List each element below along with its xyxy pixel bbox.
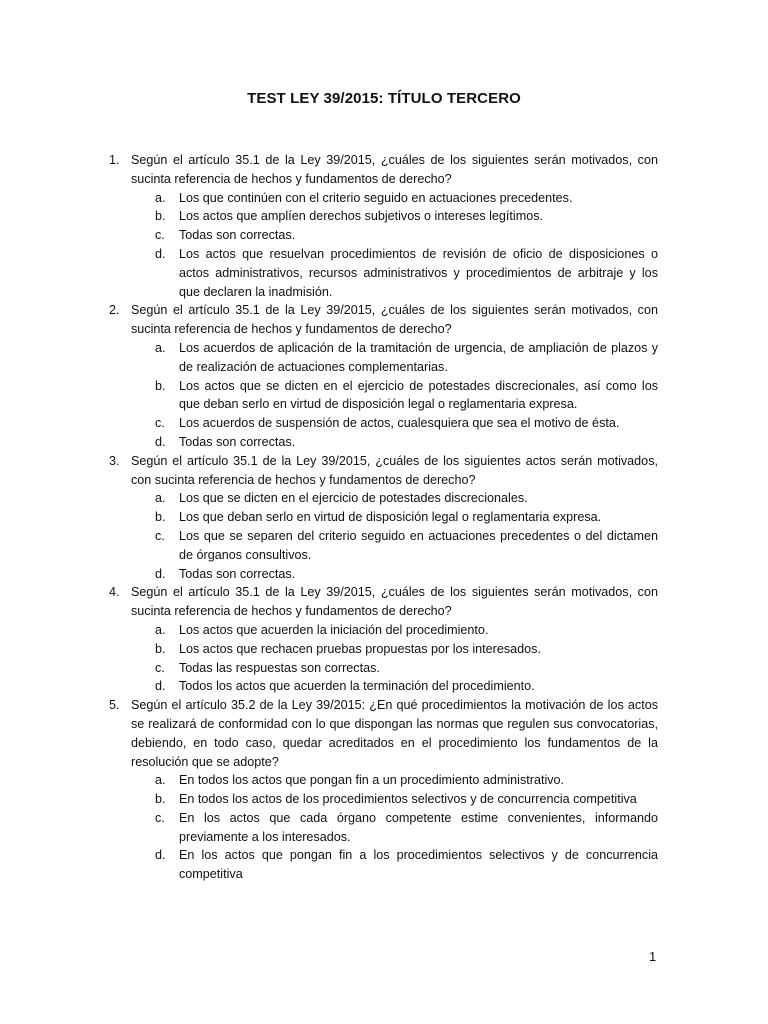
question-number: 1.: [109, 153, 120, 167]
option-text: Los que se dicten en el ejercicio de potestades discrecionales.: [179, 491, 528, 506]
answer-option: [131, 207, 658, 226]
answer-options: [131, 621, 658, 696]
option-text: Todos los actos que acuerden la terminación del procedimiento.: [179, 679, 535, 694]
answer-option: [131, 790, 658, 809]
question-number: 5.: [109, 698, 120, 713]
question-list: [107, 151, 658, 884]
option-text: En todos los actos de los procedimientos selectivos y de concurrencia competitiva: [179, 792, 637, 807]
option-text: En todos los actos que pongan fin a un procedimiento administrativo.: [179, 773, 565, 788]
option-letter: c.: [155, 528, 165, 543]
answer-option: [131, 659, 658, 678]
option-letter: a.: [155, 340, 166, 355]
answer-option: [131, 339, 658, 377]
answer-option: [131, 640, 658, 659]
question-item: [107, 301, 658, 451]
answer-option: [131, 377, 658, 415]
answer-option: [131, 565, 658, 584]
option-letter: c.: [155, 416, 165, 431]
answer-options: [131, 339, 658, 452]
option-text: Los que se separen del criterio seguido en actuaciones precedentes o del dictamen de órganos consultivos.: [179, 528, 658, 562]
question-number: 4.: [109, 585, 120, 600]
option-letter: a.: [155, 491, 166, 506]
option-text: Los actos que acuerden la iniciación del procedimiento.: [179, 622, 489, 637]
answer-option: [131, 527, 658, 565]
question-item: [107, 583, 658, 696]
option-letter: d.: [155, 848, 166, 863]
option-text: Los actos que amplíen derechos subjetivos o intereses legítimos.: [179, 209, 544, 224]
option-text: Los actos que resuelvan procedimientos de revisión de oficio de disposiciones o actos administrativos, recursos administrativos y procedimientos de arbitraje y los que declaren la inadmisión.: [179, 246, 658, 299]
answer-option: [131, 433, 658, 452]
answer-option: [131, 489, 658, 508]
option-letter: a.: [155, 773, 166, 788]
option-letter: a.: [155, 190, 166, 205]
document-title: TEST LEY 39/2015: TÍTULO TERCERO: [247, 90, 521, 107]
answer-option: [131, 621, 658, 640]
answer-options: [131, 489, 658, 583]
answer-options: [131, 771, 658, 884]
question-text: Según el artículo 35.1 de la Ley 39/2015, ¿cuáles de los siguientes serán motivados, con sucinta referencia de hechos y fundamentos de derecho?: [131, 153, 658, 186]
answer-option: [131, 226, 658, 245]
option-text: Los actos que se dicten en el ejercicio de potestades discrecionales, así como los que deban serlo en virtud de disposición legal o reglamentaria expresa.: [179, 378, 658, 412]
answer-option: [131, 771, 658, 790]
option-letter: d.: [155, 246, 166, 261]
option-letter: b.: [155, 792, 166, 807]
option-text: Todas son correctas.: [179, 566, 296, 581]
option-text: Los actos que rechacen pruebas propuestas por los interesados.: [179, 641, 541, 656]
option-text: Los acuerdos de aplicación de la tramitación de urgencia, de ampliación de plazos y de realización de actuaciones complementarias.: [179, 340, 658, 374]
question-item: [107, 452, 658, 584]
option-text: Todas son correctas.: [179, 434, 296, 449]
answer-option: [131, 508, 658, 527]
option-text: Los que deban serlo en virtud de disposición legal o reglamentaria expresa.: [179, 510, 602, 525]
page-number: 1: [649, 949, 657, 964]
option-letter: a.: [155, 622, 166, 637]
option-letter: d.: [155, 434, 166, 449]
answer-option: [131, 809, 658, 847]
option-text: Todas son correctas.: [179, 228, 296, 243]
question-text: Según el artículo 35.1 de la Ley 39/2015, ¿cuáles de los siguientes serán motivados, con sucinta referencia de hechos y fundamentos de derecho?: [131, 585, 658, 619]
option-text: En los actos que cada órgano competente estime convenientes, informando previamente a los interesados.: [179, 810, 658, 844]
option-letter: c.: [155, 228, 165, 243]
question-number: 2.: [109, 303, 120, 318]
option-letter: d.: [155, 679, 166, 694]
option-letter: b.: [155, 641, 166, 656]
option-text: Los acuerdos de suspensión de actos, cualesquiera que sea el motivo de ésta.: [179, 416, 620, 431]
option-letter: d.: [155, 566, 166, 581]
option-letter: b.: [155, 378, 166, 393]
answer-option: [131, 677, 658, 696]
answer-option: [131, 846, 658, 884]
answer-option: [131, 189, 658, 208]
question-item: [107, 151, 658, 301]
answer-options: [131, 189, 658, 302]
option-letter: b.: [155, 209, 166, 224]
option-letter: b.: [155, 510, 166, 525]
option-text: Los que continúen con el criterio seguido en actuaciones precedentes.: [179, 190, 573, 205]
question-text: Según el artículo 35.2 de la Ley 39/2015: ¿En qué procedimientos la motivación de los actos se realizará de conformidad con lo que dispongan las normas que regulen sus convocatorias, debiendo, en todo caso, quedar acreditados en el procedimiento los fundamentos de la resolución que se adopte?: [131, 698, 658, 769]
option-text: En los actos que pongan fin a los procedimientos selectivos y de concurrencia competitiva: [179, 848, 658, 882]
question-text: Según el artículo 35.1 de la Ley 39/2015, ¿cuáles de los siguientes serán motivados, con sucinta referencia de hechos y fundamentos de derecho?: [131, 303, 658, 337]
answer-option: [131, 414, 658, 433]
question-item: [107, 696, 658, 884]
option-text: Todas las respuestas son correctas.: [179, 660, 380, 675]
answer-option: [131, 245, 658, 301]
question-number: 3.: [109, 453, 120, 468]
option-letter: c.: [155, 660, 165, 675]
option-letter: c.: [155, 810, 165, 825]
question-text: Según el artículo 35.1 de la Ley 39/2015, ¿cuáles de los siguientes actos serán motivados, con sucinta referencia de hechos y fundamentos de derecho?: [131, 453, 658, 487]
